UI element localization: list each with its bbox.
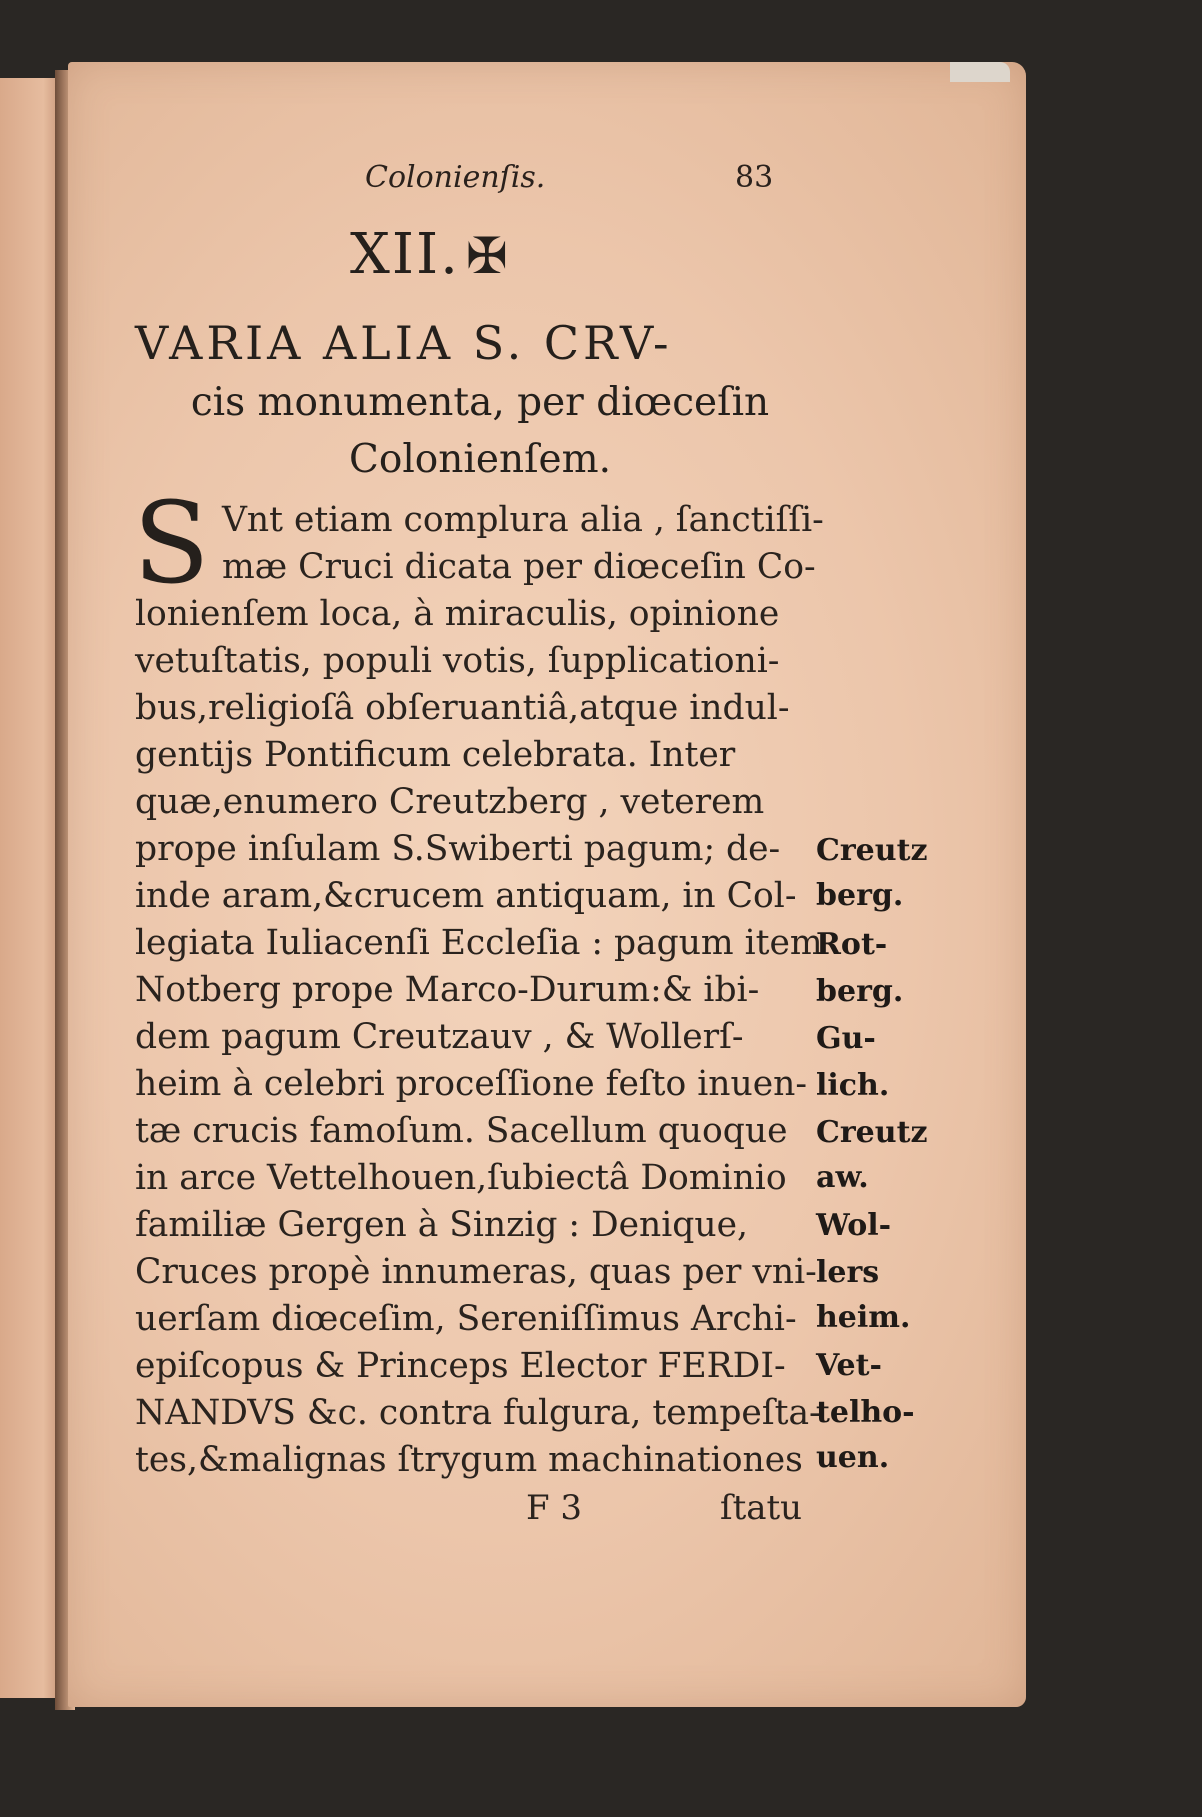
body-line: tes,&malignas ſtrygum machinationes bbox=[135, 1440, 803, 1480]
title-line-1: VARIA ALIA S. CRV- bbox=[135, 316, 673, 370]
marginal-note: heim. bbox=[816, 1300, 911, 1335]
body-line: quæ,enumero Creutzberg , veterem bbox=[135, 782, 765, 822]
body-line: inde aram,&crucem antiquam, in Col- bbox=[135, 876, 797, 916]
body-line: dem pagum Creutzauv , & Wollerſ- bbox=[135, 1017, 744, 1057]
marginal-note: Vet- bbox=[816, 1348, 882, 1383]
body-line: mæ Cruci dicata per diœceſin Co- bbox=[222, 547, 816, 587]
body-line: prope inſulam S.Swiberti pagum; de- bbox=[135, 829, 781, 869]
body-line: tæ crucis famoſum. Sacellum quoque bbox=[135, 1111, 788, 1151]
marginal-note: uen. bbox=[816, 1440, 890, 1475]
body-line: NANDVS &c. contra fulgura, tempeſta- bbox=[135, 1393, 821, 1433]
chapter-heading bbox=[350, 222, 510, 287]
marginal-note: telho- bbox=[816, 1395, 915, 1430]
body-line: familiæ Gergen à Sinzig : Denique, bbox=[135, 1205, 748, 1245]
running-head: Colonienſis. bbox=[365, 160, 546, 195]
marginal-note: Wol- bbox=[816, 1208, 892, 1243]
body-line: Vnt etiam complura alia , ſanctiſſi- bbox=[222, 500, 824, 540]
page-header bbox=[0, 160, 1202, 200]
marginal-note: Gu- bbox=[816, 1021, 876, 1056]
cross-icon: ✠ bbox=[465, 227, 510, 285]
marginal-note: berg. bbox=[816, 878, 904, 913]
body-line: gentijs Pontificum celebrata. Inter bbox=[135, 735, 736, 775]
drop-capital: S bbox=[133, 479, 210, 609]
body-line: heim à celebri proceſſione feſto inuen- bbox=[135, 1064, 808, 1104]
body-line: epiſcopus & Princeps Elector FERDI- bbox=[135, 1346, 786, 1386]
body-line: legiata Iuliacenſi Eccleſia : pagum item bbox=[135, 923, 823, 963]
chapter-numeral: XII. bbox=[350, 222, 460, 287]
facing-page-edge bbox=[0, 78, 62, 1698]
body-line: Cruces propè innumeras, quas per vni- bbox=[135, 1252, 817, 1292]
catchword: ſtatu bbox=[720, 1488, 803, 1528]
title-line-3: Colonienſem. bbox=[349, 437, 611, 482]
body-line: in arce Vettelhouen,ſubiectâ Dominio bbox=[135, 1158, 787, 1198]
signature-mark: F 3 bbox=[526, 1488, 583, 1528]
body-line: bus,religioſâ obſeruantiâ,atque indul- bbox=[135, 688, 790, 728]
page-number: 83 bbox=[735, 160, 774, 195]
marginal-note: lich. bbox=[816, 1068, 890, 1103]
page-corner bbox=[950, 62, 1010, 82]
marginal-note: Rot- bbox=[816, 927, 888, 962]
body-line: lonienſem loca, à miraculis, opinione bbox=[135, 594, 780, 634]
title-line-2: cis monumenta, per diœceſin bbox=[190, 380, 770, 425]
body-line: uerſam diœceſim, Sereniſſimus Archi- bbox=[135, 1299, 797, 1339]
marginal-note: Creutz bbox=[816, 833, 928, 868]
marginal-note: aw. bbox=[816, 1160, 869, 1195]
marginal-note: berg. bbox=[816, 974, 904, 1009]
body-line: vetuſtatis, populi votis, ſupplicationi- bbox=[135, 641, 780, 681]
marginal-note: lers bbox=[816, 1255, 880, 1290]
body-line: Notberg prope Marco-Durum:& ibi- bbox=[135, 970, 760, 1010]
marginal-note: Creutz bbox=[816, 1115, 928, 1150]
